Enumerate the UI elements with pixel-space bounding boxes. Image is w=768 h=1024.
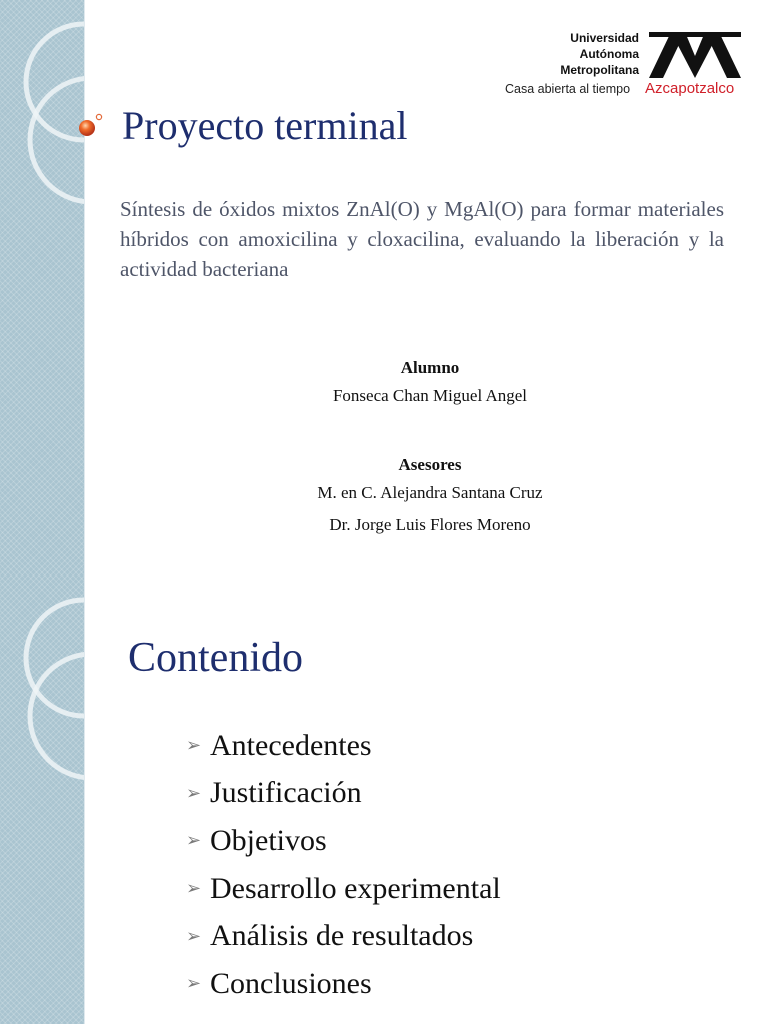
arrow-bullet-icon: ➢ [186,830,202,852]
contents-title: Contenido [128,635,303,681]
arrow-bullet-icon: ➢ [186,735,202,757]
decorative-side-band [0,0,85,576]
slide-title: Proyecto terminal [122,103,408,148]
advisor-name: M. en C. Alejandra Santana Cruz [317,483,543,502]
list-item: ➢ Conclusiones [186,966,372,1000]
contents-list [186,722,501,1008]
arrow-bullet-icon: ➢ [186,878,202,900]
contents-slide [0,576,768,1024]
arrow-bullet-icon: ➢ [186,925,202,947]
list-item: ➢ Desarrollo experimental [186,871,501,905]
logo-motto: Casa abierta al tiempo [505,82,631,96]
arrow-bullet-icon: ➢ [186,782,202,804]
advisors-heading: Asesores [398,455,462,474]
list-item: ➢ Objetivos [186,823,327,857]
advisors-block [96,453,764,541]
student-name: Fonseca Chan Miguel Angel [332,386,528,405]
advisor-name: Dr. Jorge Luis Flores Moreno [329,515,531,534]
list-item: ➢ Justificación [186,776,362,810]
uam-logo [505,30,745,104]
logo-university-name: Universidad Autónoma Metropolitana [560,31,639,77]
arrow-bullet-icon: ➢ [186,973,202,995]
student-heading: Alumno [400,358,460,377]
orange-orb-icon [75,112,105,142]
decorative-rings-icon [0,0,84,576]
decorative-rings-icon [0,576,84,1024]
project-subtitle: Síntesis de óxidos mixtos ZnAl(O) y MgAl(O) para formar materiales híbridos con amoxicilina y cloxacilina, evaluando la liberación y la actividad bacteriana [120,197,724,281]
decorative-side-band [0,576,85,1024]
student-block [96,356,764,412]
logo-campus: Azcapotzalco [645,80,735,97]
uam-emblem-icon [649,32,741,78]
list-item: ➢ Análisis de resultados [186,919,474,953]
list-item: ➢ Antecedentes [186,728,372,762]
